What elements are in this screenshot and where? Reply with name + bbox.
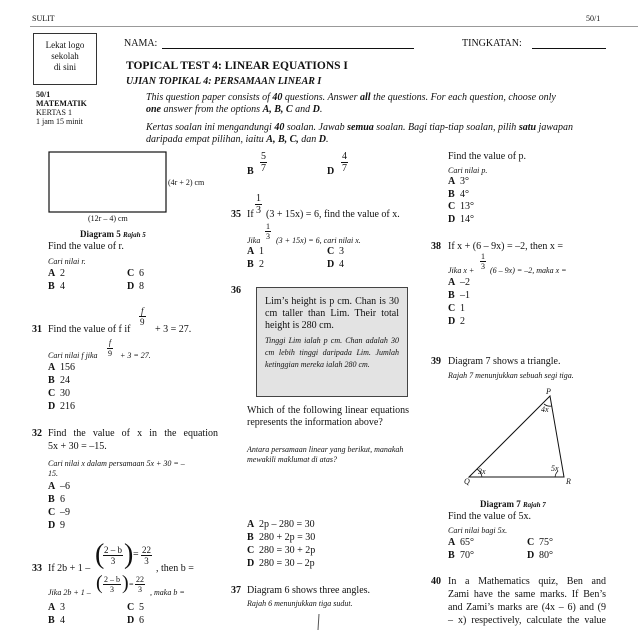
q34b-option-a[interactable]: A 3° (448, 176, 469, 187)
q36-stem-ms: Antara persamaan linear yang berikut, manakah mewakili maklumat di atas? (247, 445, 404, 464)
q37-number: 37 (231, 585, 241, 596)
paper-code: 50/1 (36, 90, 51, 99)
q37-stem-ms: Rajah 6 menunjukkan tiga sudut. (247, 599, 353, 608)
q33-stem-ms-a: Jika 2b + 1 – (48, 588, 91, 597)
q32-stem-ms-2: 15. (48, 469, 58, 478)
paper-number: KERTAS 1 (36, 108, 72, 117)
q36-stem: Which of the following linear equations represents the information above? (247, 405, 409, 428)
test-subtitle: UJIAN TOPIKAL 4: PERSAMAAN LINEAR I (126, 76, 322, 87)
q39-option-b[interactable]: B 70° (448, 550, 474, 561)
header-divider (30, 26, 638, 27)
q33-stem-a: If 2b + 1 – (48, 563, 91, 574)
q33-equals: = (133, 549, 139, 560)
diagram-7-angle-q: 3x (478, 467, 486, 476)
q36-option-d[interactable]: D 280 = 30 – 2p (247, 558, 315, 569)
q35-option-d[interactable]: D 4 (327, 259, 344, 270)
q36-option-a[interactable]: A 2p – 280 = 30 (247, 519, 315, 530)
q31-stem-a: Find the value of f if (48, 324, 131, 335)
q34b-stem-ms: Cari nilai p. (448, 166, 488, 175)
q30-option-c[interactable]: C 6 (127, 268, 144, 279)
q39-find: Find the value of 5x. (448, 511, 532, 522)
q33-option-b[interactable]: B 4 (48, 615, 65, 626)
q35-fraction-ms: $\frac{1}{3}$ (266, 222, 270, 241)
q33-ms-rhs-fraction: $\frac{22}{3}$ (136, 575, 144, 594)
diagram-7-angle-p: 4x (541, 405, 549, 414)
q35-stem-a: If (247, 209, 254, 220)
diagram-5-caption: Diagram 5 Rajah 5 (80, 229, 146, 239)
q35-stem-ms-a: Jika (247, 236, 261, 245)
q40-number: 40 (431, 576, 441, 587)
q33-number: 33 (32, 563, 42, 574)
q39-stem-ms: Rajah 7 menunjukkan sebuah segi tiga. (448, 371, 574, 380)
q32-option-a[interactable]: A –6 (48, 481, 70, 492)
q40-line-3: and Zami’s marks are (4x – 6) and (9 (448, 602, 606, 613)
diagram-7-angle-r: 5x (551, 464, 559, 473)
q32-stem-ms-1: Cari nilai x dalam persamaan 5x + 30 = – (48, 459, 185, 468)
q38-fraction-ms: $\frac{1}{3}$ (481, 252, 485, 271)
q38-option-c[interactable]: C 1 (448, 303, 465, 314)
q32-stem-1: Find the value of x in the equation (48, 428, 218, 439)
q31-option-a[interactable]: A 156 (48, 362, 75, 373)
q33-ms-equals: = (129, 580, 134, 589)
q32-option-c[interactable]: C –9 (48, 507, 70, 518)
q36-info-box (256, 287, 408, 397)
q40-line-1: In a Mathematics quiz, Ben and (448, 576, 606, 587)
q33-ms-left-paren: ( (96, 572, 103, 594)
q30-stem-ms: Cari nilai r. (48, 257, 86, 266)
q35-number: 35 (231, 209, 241, 220)
q33-ms-right-paren: ) (122, 572, 129, 594)
q32-option-d[interactable]: D 9 (48, 520, 65, 531)
q35-option-a[interactable]: A 1 (247, 246, 264, 257)
q39-number: 39 (431, 356, 441, 367)
instructions-en: This question paper consists of 40 questions. Answer all the questions. For each question, choose only one answer from the options A, B, C and D. (146, 92, 556, 115)
q34b-option-c[interactable]: C 13° (448, 201, 474, 212)
test-title: TOPICAL TEST 4: LINEAR EQUATIONS I (126, 60, 348, 72)
q38-option-d[interactable]: D 2 (448, 316, 465, 327)
q39-option-a[interactable]: A 65° (448, 537, 474, 548)
q36-option-b[interactable]: B 280 + 2p = 30 (247, 532, 316, 543)
q32-number: 32 (32, 428, 42, 439)
q30-option-d[interactable]: D 8 (127, 281, 144, 292)
q31-number: 31 (32, 324, 42, 335)
name-label: NAMA: (124, 38, 158, 49)
q32-stem-2: 5x + 30 = –15. (48, 441, 107, 452)
q38-stem-ms-b: (6 – 9x) = –2, maka x = (490, 266, 567, 275)
q33-right-paren: ) (124, 539, 134, 570)
q34b-option-b[interactable]: B 4° (448, 189, 469, 200)
q33-stem-b: , then b = (156, 563, 194, 574)
q38-option-a[interactable]: A –2 (448, 277, 470, 288)
diagram-7-label-r: R (566, 477, 571, 486)
q36-box-ms: Tinggi Lim ialah p cm. Chan adalah 30 cm lebih tinggi daripada Lim. Jumlah ketinggian mereka ialah 280 cm. (265, 336, 399, 369)
paper-time: 1 jam 15 minit (36, 117, 83, 126)
q38-option-b[interactable]: B –1 (448, 290, 470, 301)
header-code: 50/1 (586, 14, 601, 23)
q34-option-d-label[interactable]: D (327, 166, 335, 177)
q33-left-paren: ( (95, 539, 105, 570)
level-label: TINGKATAN: (462, 38, 522, 49)
diagram-5-width-label: (12r – 4) cm (88, 214, 128, 223)
q31-option-b[interactable]: B 24 (48, 375, 70, 386)
level-field[interactable] (532, 48, 606, 49)
q31-stem-b: + 3 = 27. (155, 324, 192, 335)
q38-stem: If x + (6 – 9x) = –2, then x = (448, 241, 563, 252)
q35-option-b[interactable]: B 2 (247, 259, 264, 270)
q30-option-a[interactable]: A 2 (48, 268, 65, 279)
q34b-stem: Find the value of p. (448, 151, 527, 162)
logo-line-3: di sini (53, 62, 77, 72)
diagram-7-label-p: P (546, 387, 551, 396)
q38-number: 38 (431, 241, 441, 252)
q31-fraction: $\frac{f}{9}$ (140, 306, 145, 327)
q40-line-2: Zami have the same marks. If Ben’s (448, 589, 606, 600)
logo-line-2: sekolah (51, 51, 79, 61)
diagram-5-rectangle (40, 148, 240, 228)
paper-subject: MATEMATIK (36, 99, 87, 108)
instructions-ms: Kertas soalan ini mengandungi 40 soalan. Jawab semua soalan. Bagi tiap-tiap soalan, pilih satu jawapan daripada empat pilihan, iaitu A, B, C, dan D. (146, 122, 573, 145)
q31-option-c[interactable]: C 30 (48, 388, 70, 399)
diagram-5-height-label: (4r + 2) cm (168, 178, 205, 187)
name-field[interactable] (162, 48, 414, 49)
q31-fraction-ms: $\frac{f}{9}$ (108, 338, 112, 358)
q33-stem-ms-b: , maka b = (150, 588, 185, 597)
q39-stem: Diagram 7 shows a triangle. (448, 356, 561, 367)
q32-option-b[interactable]: B 6 (48, 494, 65, 505)
q33-inner-fraction: $\frac{2 - b}{3}$ (104, 545, 122, 566)
q34-option-b-fraction[interactable]: $\frac{5}{7}$ (261, 151, 266, 174)
q36-number: 36 (231, 285, 241, 296)
q35-fraction: $\frac{1}{3}$ (256, 193, 261, 216)
q39-option-d[interactable]: D 80° (527, 550, 553, 561)
q34-option-b-label[interactable]: B (247, 166, 254, 177)
diagram-6-partial-line (310, 612, 330, 630)
header-sulit: SULIT (32, 14, 55, 23)
q33-ms-inner-fraction: $\frac{2 - b}{3}$ (104, 575, 120, 594)
q34b-option-d[interactable]: D 14° (448, 214, 474, 225)
q30-option-b[interactable]: B 4 (48, 281, 65, 292)
q34-option-d-fraction[interactable]: $\frac{4}{7}$ (342, 151, 347, 174)
diagram-7-caption: Diagram 7 Rajah 7 (480, 499, 546, 509)
q38-stem-ms-a: Jika x + (448, 266, 475, 275)
q39-option-c[interactable]: C 75° (527, 537, 553, 548)
q37-stem: Diagram 6 shows three angles. (247, 585, 371, 596)
q33-option-a[interactable]: A 3 (48, 602, 65, 613)
q39-find-ms: Cari nilai bagi 5x. (448, 526, 508, 535)
q36-option-c[interactable]: C 280 = 30 + 2p (247, 545, 316, 556)
q31-option-d[interactable]: D 216 (48, 401, 75, 412)
school-logo-placeholder (33, 33, 97, 85)
q31-stem-ms-a: Cari nilai f jika (48, 351, 98, 360)
q35-option-c[interactable]: C 3 (327, 246, 344, 257)
q40-line-4: – x) respectively, calculate the value (448, 615, 606, 626)
q35-stem-ms-b: (3 + 15x) = 6, cari nilai x. (276, 236, 361, 245)
q36-box-en: Lim’s height is p cm. Chan is 30 cm taller than Lim. Their total height is 280 cm. (265, 296, 399, 331)
q35-stem-b: (3 + 15x) = 6, find the value of x. (266, 209, 400, 220)
q33-option-d[interactable]: D 6 (127, 615, 144, 626)
diagram-7-label-q: Q (464, 477, 470, 486)
q33-rhs-fraction: $\frac{22}{3}$ (142, 545, 151, 566)
q30-stem: Find the value of r. (48, 241, 124, 252)
q33-option-c[interactable]: C 5 (127, 602, 144, 613)
q31-stem-ms-b: + 3 = 27. (120, 351, 151, 360)
logo-line-1: Lekat logo (45, 40, 85, 50)
